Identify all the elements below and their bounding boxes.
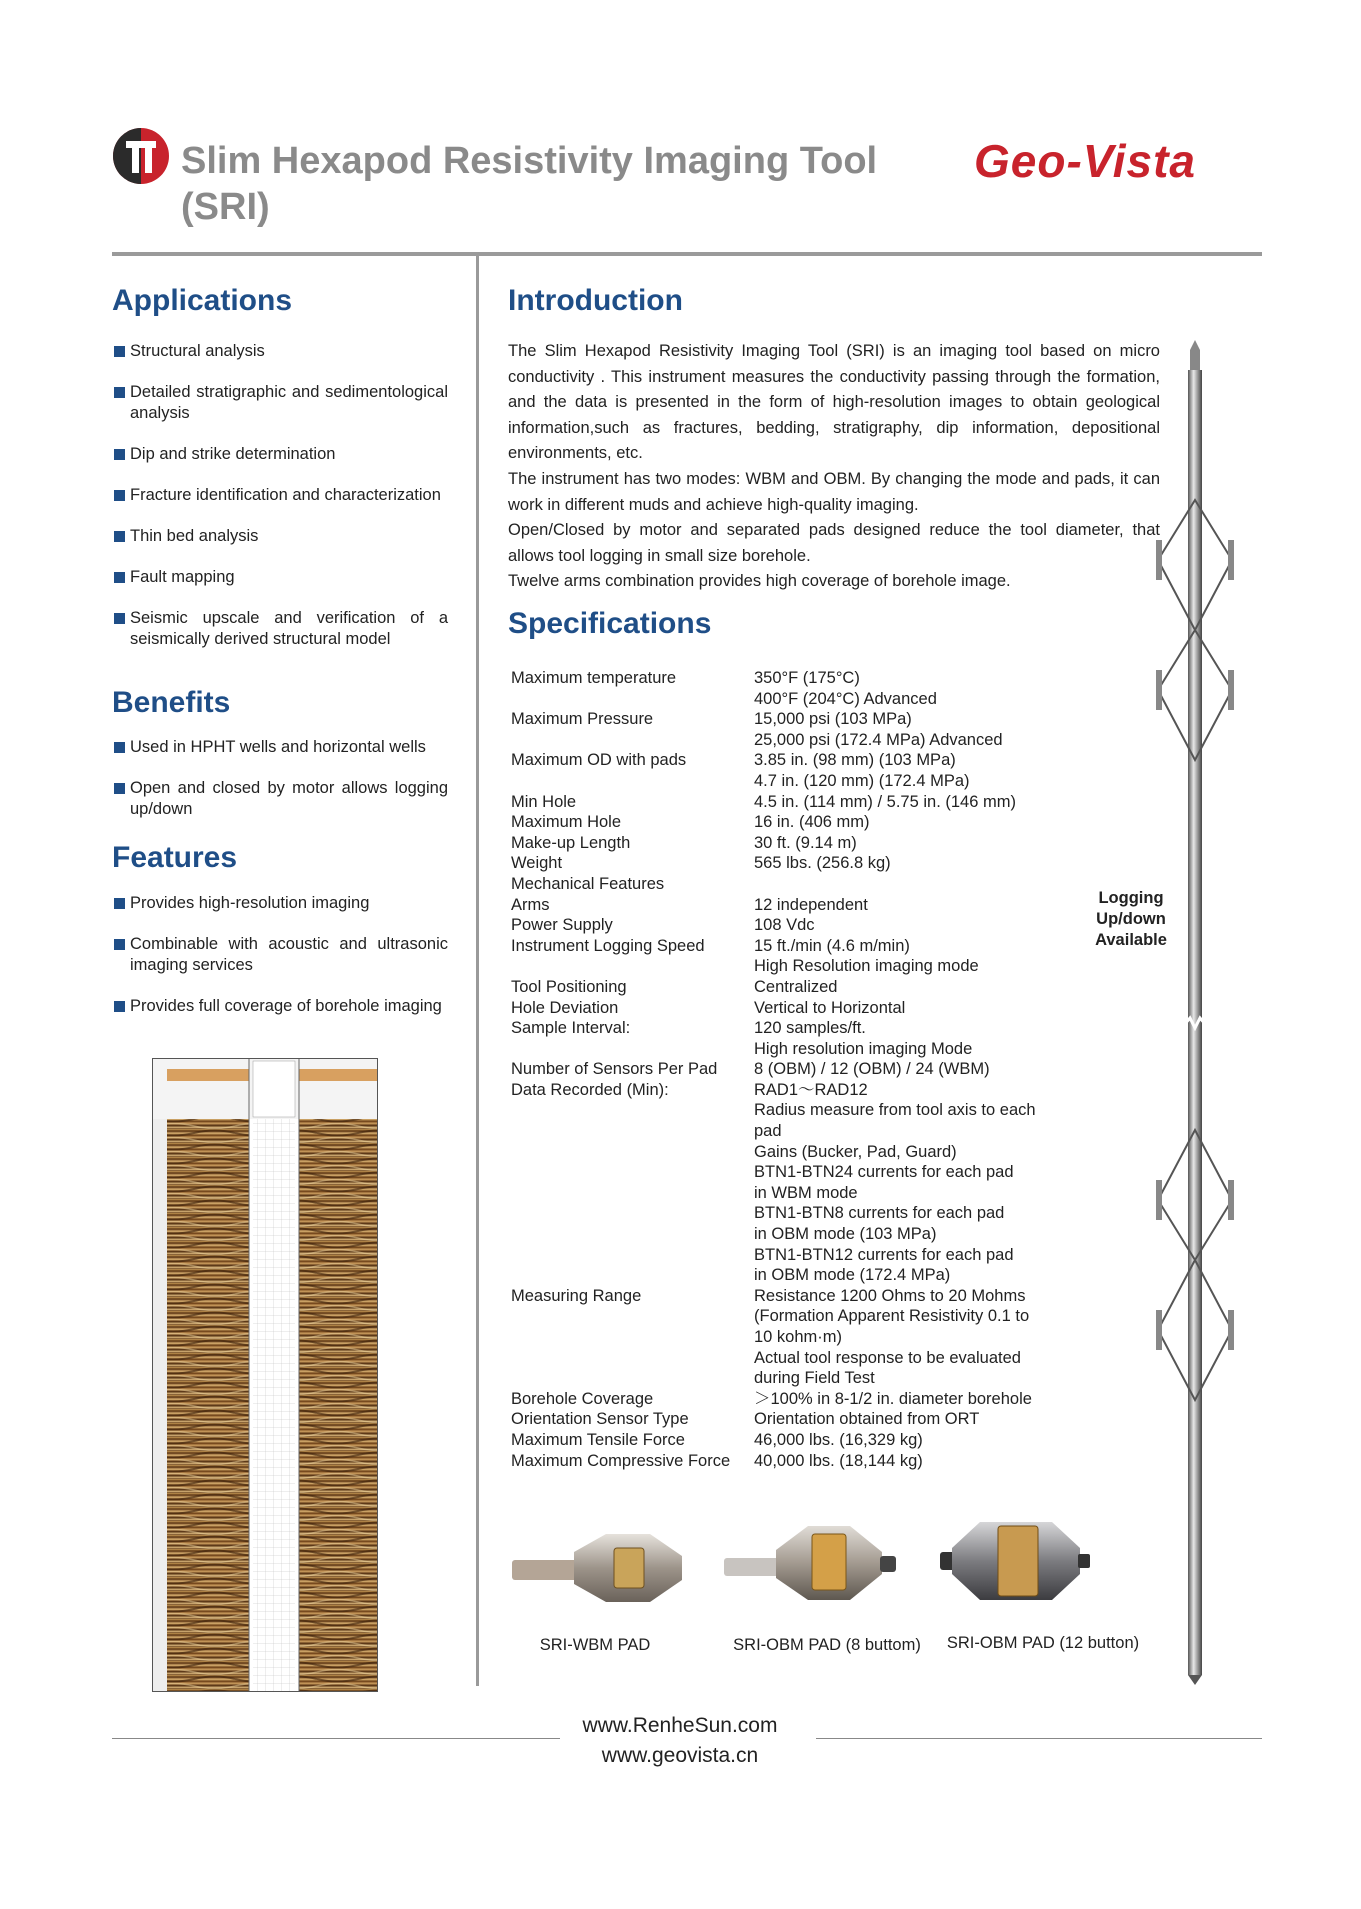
spec-label xyxy=(511,1121,754,1142)
spec-label: Mechanical Features xyxy=(511,874,665,893)
spec-row xyxy=(511,956,1071,977)
spec-value: Radius measure from tool axis to each xyxy=(754,1101,1036,1120)
spec-value: 3.85 in. (98 mm) (103 MPa) xyxy=(754,751,956,770)
spec-row xyxy=(511,1451,1071,1472)
spec-row xyxy=(511,895,1071,916)
spec-label xyxy=(511,771,754,792)
specifications-table xyxy=(511,668,1071,1471)
spec-row xyxy=(511,792,1071,813)
spec-value: (Formation Apparent Resistivity 0.1 to xyxy=(754,1307,1030,1326)
spec-value: in OBM mode (172.4 MPa) xyxy=(754,1266,951,1285)
spec-label: Sample Interval: xyxy=(511,1019,631,1038)
spec-value: 10 kohm·m) xyxy=(754,1328,843,1346)
spec-label: Measuring Range xyxy=(511,1286,642,1305)
intro-paragraph: The instrument has two modes: WBM and OBM. By changing the mode and pads, it can work in different muds and achieve high-quality imaging. xyxy=(508,469,1160,514)
pad-caption: SRI-OBM PAD (8 buttom) xyxy=(733,1636,921,1654)
spec-value: Actual tool response to be evaluated xyxy=(754,1348,1021,1367)
spec-value: in WBM mode xyxy=(754,1183,858,1202)
spec-value: 4.5 in. (114 mm) / 5.75 in. (146 mm) xyxy=(754,792,1016,811)
spec-row xyxy=(511,1306,1071,1327)
spec-row xyxy=(511,1203,1071,1224)
spec-value: Vertical to Horizontal xyxy=(754,998,906,1017)
spec-value: BTN1-BTN8 currents for each pad xyxy=(754,1204,1005,1223)
spec-value: 16 in. (406 mm) xyxy=(754,813,870,832)
borehole-image-log xyxy=(152,1058,378,1692)
title-line-1: Slim Hexapod Resistivity Imaging Tool xyxy=(181,140,878,182)
spec-label xyxy=(511,1100,754,1121)
spec-label: Arms xyxy=(511,895,550,914)
spec-label xyxy=(511,1142,754,1163)
footer-link-geovista[interactable]: www.geovista.cn xyxy=(601,1744,759,1767)
spec-row xyxy=(511,1224,1071,1245)
list-item: Dip and strike determination xyxy=(112,444,448,465)
spec-value: ＞100% in 8-1/2 in. diameter borehole xyxy=(754,1389,1032,1408)
footer-divider-left xyxy=(112,1738,560,1739)
spec-label xyxy=(511,1327,754,1348)
features-heading: Features xyxy=(112,841,238,874)
spec-value: RAD1～RAD12 xyxy=(754,1080,868,1099)
spec-label xyxy=(511,1245,754,1266)
spec-value: 46,000 lbs. (16,329 kg) xyxy=(754,1430,923,1449)
spec-label: Maximum OD with pads xyxy=(511,751,687,770)
list-item: Fault mapping xyxy=(112,567,448,588)
spec-row xyxy=(511,915,1071,936)
spec-row xyxy=(511,998,1071,1019)
spec-row xyxy=(511,812,1071,833)
spec-label xyxy=(511,1162,754,1183)
benefits-heading: Benefits xyxy=(112,686,231,719)
spec-label xyxy=(511,1203,754,1224)
spec-row xyxy=(511,1039,1071,1060)
spec-row xyxy=(511,1286,1071,1307)
spec-label xyxy=(511,1039,754,1060)
spec-row xyxy=(511,1121,1071,1142)
spec-value xyxy=(754,874,1054,895)
introduction-text xyxy=(508,339,1160,595)
header-divider xyxy=(112,252,1262,256)
spec-row xyxy=(511,750,1071,771)
footer-divider-right xyxy=(816,1738,1262,1739)
page-title xyxy=(181,138,877,230)
spec-label xyxy=(511,689,754,710)
list-item: Seismic upscale and verification of a seismically derived structural model xyxy=(112,608,448,650)
spec-label: Borehole Coverage xyxy=(511,1389,654,1408)
features-list xyxy=(112,893,448,1017)
list-item: Provides full coverage of borehole imaging xyxy=(112,996,448,1017)
spec-row xyxy=(511,1430,1071,1451)
spec-row xyxy=(511,1100,1071,1121)
spec-row xyxy=(511,1327,1071,1348)
spec-row xyxy=(511,1389,1071,1410)
spec-row xyxy=(511,936,1071,957)
list-item: Combinable with acoustic and ultrasonic imaging services xyxy=(112,934,448,976)
spec-label: Maximum Tensile Force xyxy=(511,1430,685,1449)
spec-value: Resistance 1200 Ohms to 20 Mohms xyxy=(754,1286,1026,1305)
spec-row xyxy=(511,853,1071,874)
spec-label: Power Supply xyxy=(511,916,613,935)
spec-value: High Resolution imaging mode xyxy=(754,957,979,976)
spec-value: pad xyxy=(754,1122,782,1141)
spec-label: Maximum Pressure xyxy=(511,710,654,729)
spec-row xyxy=(511,833,1071,854)
spec-label xyxy=(511,1183,754,1204)
spec-row xyxy=(511,1059,1071,1080)
spec-row xyxy=(511,1348,1071,1369)
spec-row xyxy=(511,771,1071,792)
spec-value: 12 independent xyxy=(754,895,868,914)
spec-value: Gains (Bucker, Pad, Guard) xyxy=(754,1142,957,1161)
specifications-heading: Specifications xyxy=(508,607,712,640)
spec-value: 8 (OBM) / 12 (OBM) / 24 (WBM) xyxy=(754,1060,990,1079)
spec-label xyxy=(511,1224,754,1245)
list-item: Provides high-resolution imaging xyxy=(112,893,448,914)
spec-label xyxy=(511,1348,754,1369)
spec-label: Number of Sensors Per Pad xyxy=(511,1060,718,1079)
obm-8-pad-image xyxy=(720,1522,898,1604)
sri-tool-drawing xyxy=(1150,340,1240,1685)
logging-note: Logging Up/down Available xyxy=(1095,889,1167,949)
spec-value: 15,000 psi (103 MPa) xyxy=(754,710,912,729)
column-divider xyxy=(476,256,479,1686)
spec-row xyxy=(511,1080,1071,1101)
obm-12-pad-image xyxy=(940,1518,1090,1604)
spec-row xyxy=(511,668,1071,689)
spec-row xyxy=(511,709,1071,730)
spec-value: 108 Vdc xyxy=(754,916,815,935)
benefits-list xyxy=(112,737,448,820)
intro-paragraph: Open/Closed by motor and separated pads designed reduce the tool diameter, that allows tool logging in small size borehole. xyxy=(508,521,1160,565)
spec-value: 15 ft./min (4.6 m/min) xyxy=(754,936,910,955)
introduction-heading: Introduction xyxy=(508,284,683,317)
title-line-2: (SRI) xyxy=(181,186,270,228)
spec-value: Orientation obtained from ORT xyxy=(754,1410,980,1429)
company-logo-icon xyxy=(112,127,170,185)
spec-label: Maximum Hole xyxy=(511,813,622,832)
spec-label: Weight xyxy=(511,854,563,873)
spec-label xyxy=(511,730,754,751)
spec-value: 120 samples/ft. xyxy=(754,1019,866,1038)
spec-label xyxy=(511,1368,754,1389)
spec-value: 30 ft. (9.14 m) xyxy=(754,833,857,852)
spec-value: during Field Test xyxy=(754,1369,875,1388)
spec-value: 400°F (204°C) Advanced xyxy=(754,689,937,708)
spec-value: 4.7 in. (120 mm) (172.4 MPa) xyxy=(754,771,970,790)
spec-label xyxy=(511,1265,754,1286)
spec-value: BTN1-BTN12 currents for each pad xyxy=(754,1245,1014,1264)
spec-row xyxy=(511,977,1071,998)
wbm-pad-image xyxy=(510,1530,682,1604)
spec-label: Tool Positioning xyxy=(511,977,627,996)
spec-value: Centralized xyxy=(754,977,838,996)
spec-value: 350°F (175°C) xyxy=(754,669,860,687)
spec-row xyxy=(511,1183,1071,1204)
list-item: Structural analysis xyxy=(112,341,448,362)
pad-caption: SRI-OBM PAD (12 button) xyxy=(946,1634,1140,1652)
spec-row xyxy=(511,1142,1071,1163)
applications-heading: Applications xyxy=(112,284,293,317)
spec-label: Orientation Sensor Type xyxy=(511,1410,689,1429)
spec-row xyxy=(511,689,1071,710)
list-item: Fracture identification and characterization xyxy=(112,485,448,506)
list-item: Used in HPHT wells and horizontal wells xyxy=(112,737,448,758)
spec-value: BTN1-BTN24 currents for each pad xyxy=(754,1163,1014,1182)
list-item: Detailed stratigraphic and sedimentological analysis xyxy=(112,382,448,424)
spec-label: Maximum Compressive Force xyxy=(511,1451,731,1470)
intro-paragraph: Twelve arms combination provides high coverage of borehole image. xyxy=(508,572,1011,591)
pad-caption: SRI-WBM PAD xyxy=(539,1636,651,1654)
footer-link-renhesun[interactable]: www.RenheSun.com xyxy=(582,1714,778,1737)
spec-row xyxy=(511,1245,1071,1266)
spec-row xyxy=(511,1265,1071,1286)
spec-label: Hole Deviation xyxy=(511,998,619,1017)
applications-list xyxy=(112,341,448,650)
spec-row xyxy=(511,730,1071,751)
spec-row xyxy=(511,1409,1071,1430)
list-item: Thin bed analysis xyxy=(112,526,448,547)
spec-row xyxy=(511,874,1071,895)
intro-paragraph: The Slim Hexapod Resistivity Imaging Tool (SRI) is an imaging tool based on micro conductivity . This instrument measures the conductivity passing through the formation, and the data is presented in the form of high-resolution images to obtain geological information,such as fractures, bedding, stratigraphy, dip information, depositional environments, etc. xyxy=(508,342,1160,463)
brand-logo: Geo-Vista xyxy=(974,135,1197,187)
spec-value: 40,000 lbs. (18,144 kg) xyxy=(754,1451,923,1470)
spec-label: Min Hole xyxy=(511,792,577,811)
spec-label: Make-up Length xyxy=(511,833,631,852)
spec-value: 565 lbs. (256.8 kg) xyxy=(754,854,891,873)
spec-row xyxy=(511,1368,1071,1389)
spec-label xyxy=(511,956,754,977)
list-item: Open and closed by motor allows logging up/down xyxy=(112,778,448,820)
spec-label: Instrument Logging Speed xyxy=(511,936,705,955)
spec-row xyxy=(511,1162,1071,1183)
spec-value: High resolution imaging Mode xyxy=(754,1039,973,1058)
spec-value: in OBM mode (103 MPa) xyxy=(754,1225,937,1244)
spec-label xyxy=(511,1306,754,1327)
spec-value: 25,000 psi (172.4 MPa) Advanced xyxy=(754,730,1003,749)
spec-label: Maximum temperature xyxy=(511,669,677,687)
spec-label: Data Recorded (Min): xyxy=(511,1080,669,1099)
spec-row xyxy=(511,1018,1071,1039)
